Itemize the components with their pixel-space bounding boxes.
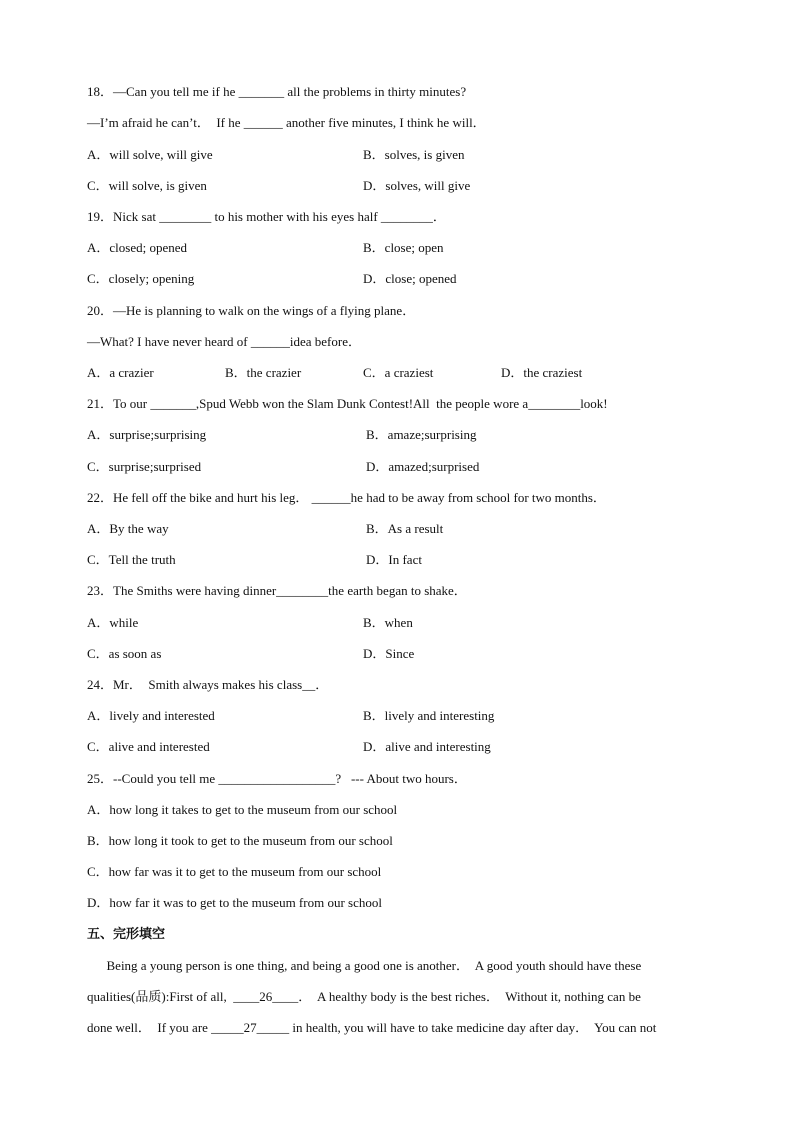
question-22-stem: 22．He fell off the bike and hurt his leg． ______he had to be away from school for two months． bbox=[87, 490, 606, 505]
question-23-option-d: D．Since bbox=[363, 646, 415, 661]
question-22-option-d: D．In fact bbox=[366, 552, 422, 567]
cloze-paragraph-line-3: done well． If you are _____27_____ in health, you will have to take medicine day after day． You can not bbox=[87, 1020, 657, 1035]
question-25-option-d: D．how far it was to get to the museum from our school bbox=[87, 895, 382, 910]
question-25-option-b: B．how long it took to get to the museum from our school bbox=[87, 833, 393, 848]
question-20-option-d: D．the craziest bbox=[501, 365, 583, 380]
question-23-option-a: A．while bbox=[87, 615, 139, 630]
question-20-option-b: B．the crazier bbox=[225, 365, 302, 380]
cloze-paragraph-line-2: qualities(品质):First of all, ____26____． A healthy body is the best riches． Without it, nothing can be bbox=[87, 989, 641, 1004]
question-22-option-c: C．Tell the truth bbox=[87, 552, 176, 567]
question-18-option-d: D．solves, will give bbox=[363, 178, 471, 193]
question-20-option-a: A．a crazier bbox=[87, 365, 154, 380]
question-24-option-d: D．alive and interesting bbox=[363, 739, 491, 754]
question-18-stem-line-1: 18．—Can you tell me if he _______ all the problems in thirty minutes? bbox=[87, 84, 467, 99]
question-19-option-a: A．closed; opened bbox=[87, 240, 188, 255]
question-24-option-b: B．lively and interesting bbox=[363, 708, 495, 723]
cloze-paragraph-line-1: Being a young person is one thing, and being a good one is another． A good youth should have these bbox=[87, 958, 642, 973]
section-heading: 五、完形填空 bbox=[87, 927, 166, 942]
question-20-option-c: C．a craziest bbox=[363, 365, 434, 380]
question-24-stem: 24．Mr． Smith always makes his class__． bbox=[87, 677, 329, 692]
question-18-stem-line-2: —I’m afraid he can’t． If he ______ another five minutes, I think he will． bbox=[87, 115, 486, 130]
question-25-option-a: A．how long it takes to get to the museum from our school bbox=[87, 802, 398, 817]
question-18-option-a: A．will solve, will give bbox=[87, 147, 213, 162]
question-25-stem: 25．--Could you tell me __________________? --- About two hours． bbox=[87, 771, 467, 786]
question-25-option-c: C．how far was it to get to the museum from our school bbox=[87, 864, 382, 879]
question-22-option-b: B．As a result bbox=[366, 521, 444, 536]
question-23-option-c: C．as soon as bbox=[87, 646, 162, 661]
question-19-stem: 19．Nick sat ________ to his mother with his eyes half ________． bbox=[87, 209, 446, 224]
question-18-option-b: B．solves, is given bbox=[363, 147, 465, 162]
question-24-option-a: A．lively and interested bbox=[87, 708, 215, 723]
question-19-option-c: C．closely; opening bbox=[87, 271, 195, 286]
question-22-option-a: A．By the way bbox=[87, 521, 169, 536]
question-19-option-d: D．close; opened bbox=[363, 271, 457, 286]
question-21-option-a: A．surprise;surprising bbox=[87, 427, 207, 442]
question-23-stem: 23．The Smiths were having dinner________the earth began to shake． bbox=[87, 583, 467, 598]
question-19-option-b: B．close; open bbox=[363, 240, 444, 255]
question-21-stem: 21．To our _______,Spud Webb won the Slam Dunk Contest!All the people wore a________look! bbox=[87, 396, 608, 411]
question-20-stem-line-1: 20．—He is planning to walk on the wings of a flying plane． bbox=[87, 303, 416, 318]
question-23-option-b: B．when bbox=[363, 615, 413, 630]
question-24-option-c: C．alive and interested bbox=[87, 739, 210, 754]
question-21-option-b: B．amaze;surprising bbox=[366, 427, 477, 442]
question-21-option-d: D．amazed;surprised bbox=[366, 459, 480, 474]
question-18-option-c: C．will solve, is given bbox=[87, 178, 207, 193]
question-21-option-c: C．surprise;surprised bbox=[87, 459, 202, 474]
question-20-stem-line-2: —What? I have never heard of ______idea before． bbox=[87, 334, 361, 349]
